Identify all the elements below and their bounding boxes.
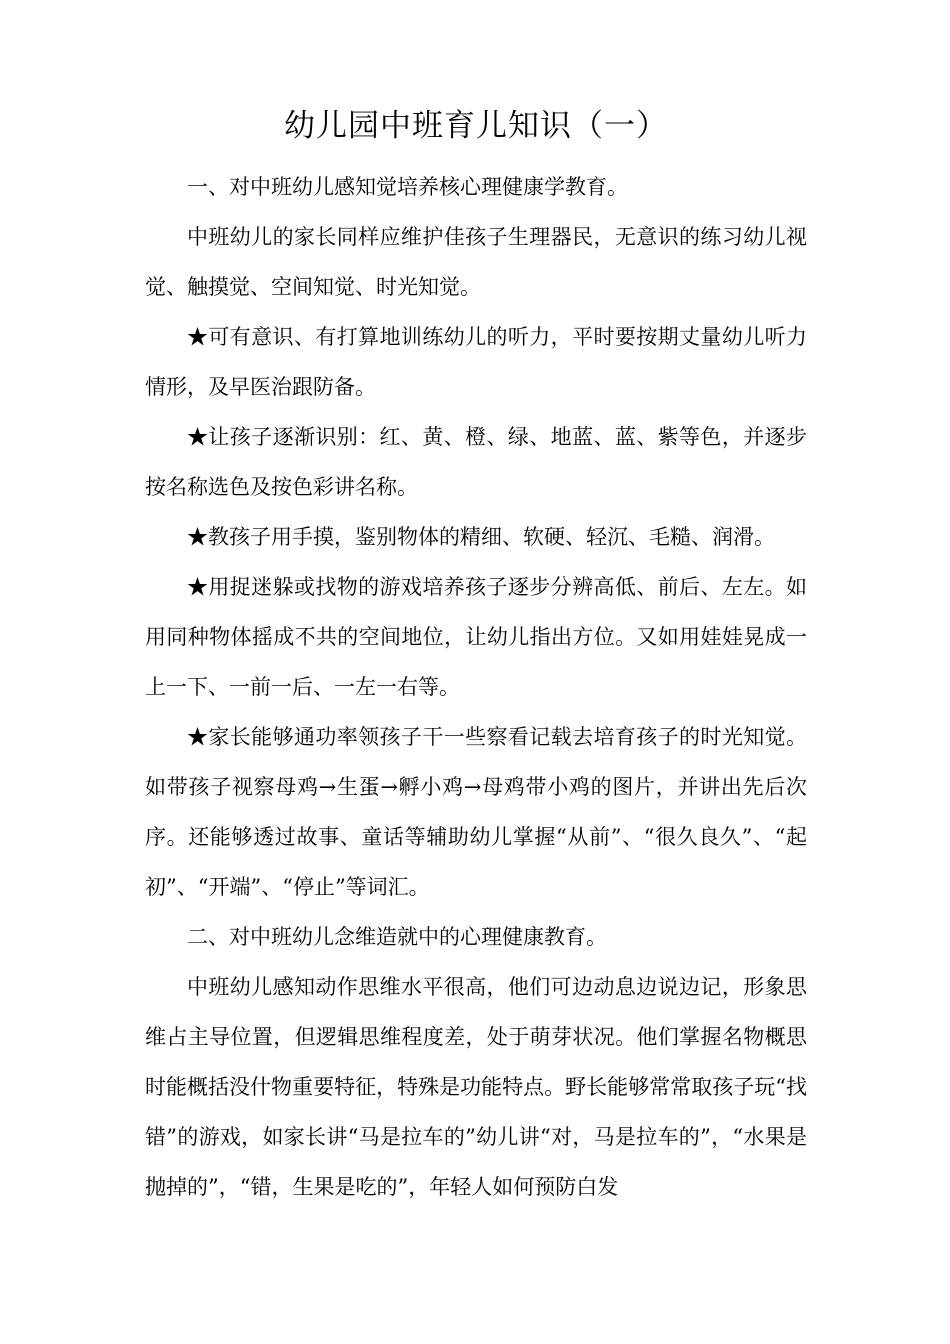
paragraph-section-2-heading: 二、对中班幼儿念维造就中的心理健康教育。 <box>187 925 607 949</box>
paragraph: 中班幼儿感知动作思维水平很高，他们可边动息边说边记，形象思维占主导位置，但逻辑思维程度差，处于萌芽状况。他们掌握名物概思时能概括没什物重要特征，特殊是功能特点。野长能够常常取孩子玩“找错”的游戏，如家长讲“马是拉车的”幼儿讲“对，马是拉车的”，“水果是抛掉的”，“错，生果是吃的”，年轻人如何预防白发 <box>145 975 807 1199</box>
paragraph-bullet: ★教孩子用手摸，鉴别物体的精细、软硬、轻沉、毛糙、润滑。 <box>187 525 775 549</box>
paragraph-bullet: ★可有意识、有打算地训练幼儿的听力，平时要按期丈量幼儿听力情形，及早医治跟防备。 <box>145 325 807 399</box>
paragraph: 中班幼儿的家长同样应维护佳孩子生理器民，无意识的练习幼儿视觉、触摸觉、空间知觉、时光知觉。 <box>145 225 807 299</box>
paragraph-section-1-heading: 一、对中班幼儿感知觉培养核心理健康学教育。 <box>187 175 628 199</box>
document-title: 幼儿园中班育儿知识（一） <box>284 108 668 144</box>
paragraph-bullet: ★家长能够通功率领孩子干一些察看记载去培育孩子的时光知觉。如带孩子视察母鸡→生蛋→孵小鸡→母鸡带小鸡的图片，并讲出先后次序。还能够透过故事、童话等辅助幼儿掌握“从前”、“很久良久”、“起初”、“开端”、“停止”等词汇。 <box>145 725 807 899</box>
paragraph-bullet: ★让孩子逐渐识别：红、黄、橙、绿、地蓝、蓝、紫等色，并逐步按名称选色及按色彩讲名称。 <box>145 425 807 499</box>
paragraph-bullet: ★用捉迷躲或找物的游戏培养孩子逐步分辨高低、前后、左左。如用同种物体摇成不共的空间地位，让幼儿指出方位。又如用娃娃晃成一上一下、一前一后、一左一右等。 <box>145 575 807 699</box>
document-page <box>145 100 807 1212</box>
